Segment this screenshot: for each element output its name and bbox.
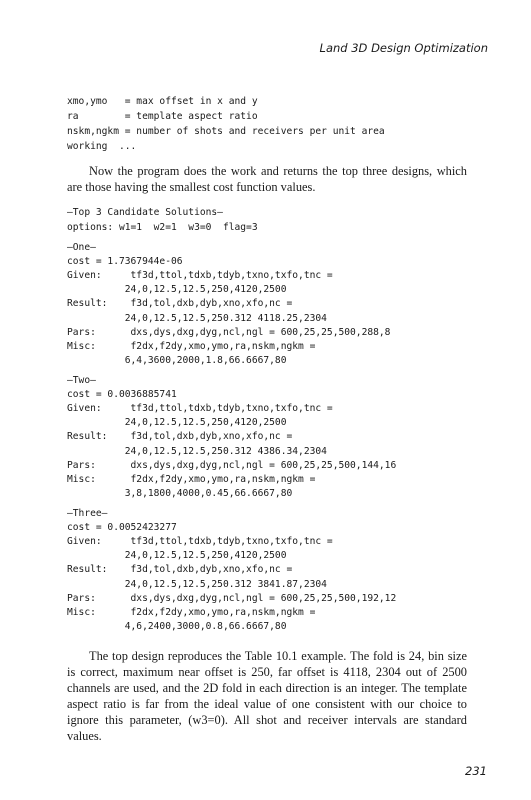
pars-line: Pars: dxs,dys,dxg,dyg,ncl,ngl = 600,25,25,500,288,8: [67, 327, 391, 338]
options-line: options: w1=1 w2=1 w3=0 flag=3: [67, 222, 258, 233]
candidate-cost: cost = 1.7367944e-06: [67, 256, 183, 267]
misc-values: 6,4,3600,2000,1.8,66.6667,80: [67, 355, 287, 366]
page-number: 231: [465, 764, 487, 778]
given-line: Given: tf3d,ttol,tdxb,tdyb,txno,txfo,tnc =: [67, 536, 333, 547]
misc-line: Misc: f2dx,f2dy,xmo,ymo,ra,nskm,ngkm =: [67, 607, 316, 618]
misc-values: 4,6,2400,3000,0.8,66.6667,80: [67, 621, 287, 632]
result-line: Result: f3d,tol,dxb,dyb,xno,xfo,nc =: [67, 298, 293, 309]
candidate-cost: cost = 0.0052423277: [67, 522, 177, 533]
body-paragraph-2: [67, 648, 467, 744]
result-values: 24,0,12.5,12.5,250.312 3841.87,2304: [67, 579, 327, 590]
definition-line: nskm,ngkm = number of shots and receivers per unit area: [67, 126, 385, 137]
candidate-label: —Three—: [67, 508, 108, 519]
results-title: —Top 3 Candidate Solutions—: [67, 207, 223, 218]
misc-values: 3,8,1800,4000,0.45,66.6667,80: [67, 488, 293, 499]
candidate-cost: cost = 0.0036885741: [67, 389, 177, 400]
running-header: Land 3D Design Optimization: [319, 41, 488, 55]
paragraph-text: Now the program does the work and returns the top three designs, which are those having the smallest cost function values.: [67, 164, 467, 194]
pars-line: Pars: dxs,dys,dxg,dyg,ncl,ngl = 600,25,25,500,144,16: [67, 460, 397, 471]
result-values: 24,0,12.5,12.5,250.312 4118.25,2304: [67, 313, 327, 324]
given-values: 24,0,12.5,12.5,250,4120,2500: [67, 284, 287, 295]
misc-line: Misc: f2dx,f2dy,xmo,ymo,ra,nskm,ngkm =: [67, 474, 316, 485]
given-line: Given: tf3d,ttol,tdxb,tdyb,txno,txfo,tnc =: [67, 403, 333, 414]
body-paragraph-1: [67, 163, 467, 195]
given-values: 24,0,12.5,12.5,250,4120,2500: [67, 550, 287, 561]
given-line: Given: tf3d,ttol,tdxb,tdyb,txno,txfo,tnc =: [67, 270, 333, 281]
pars-line: Pars: dxs,dys,dxg,dyg,ncl,ngl = 600,25,25,500,192,12: [67, 593, 397, 604]
candidate-label: —Two—: [67, 375, 96, 386]
result-values: 24,0,12.5,12.5,250.312 4386.34,2304: [67, 446, 327, 457]
result-line: Result: f3d,tol,dxb,dyb,xno,xfo,nc =: [67, 564, 293, 575]
definition-line: working ...: [67, 141, 137, 152]
definition-line: ra = template aspect ratio: [67, 111, 258, 122]
result-line: Result: f3d,tol,dxb,dyb,xno,xfo,nc =: [67, 431, 293, 442]
definition-line: xmo,ymo = max offset in x and y: [67, 96, 258, 107]
misc-line: Misc: f2dx,f2dy,xmo,ymo,ra,nskm,ngkm =: [67, 341, 316, 352]
paragraph-text: The top design reproduces the Table 10.1 example. The fold is 24, bin size is correct, maximum near offset is 250, far offset is 4118, 2304 out of 2500 channels are used, and the 2D fold in each direction is an integer. The template aspect ratio is far from the ideal value of one consistent with our choice to ignore this parameter, (w3=0). All shot and receiver intervals are standard values.: [67, 649, 467, 743]
candidate-label: —One—: [67, 242, 96, 253]
given-values: 24,0,12.5,12.5,250,4120,2500: [67, 417, 287, 428]
